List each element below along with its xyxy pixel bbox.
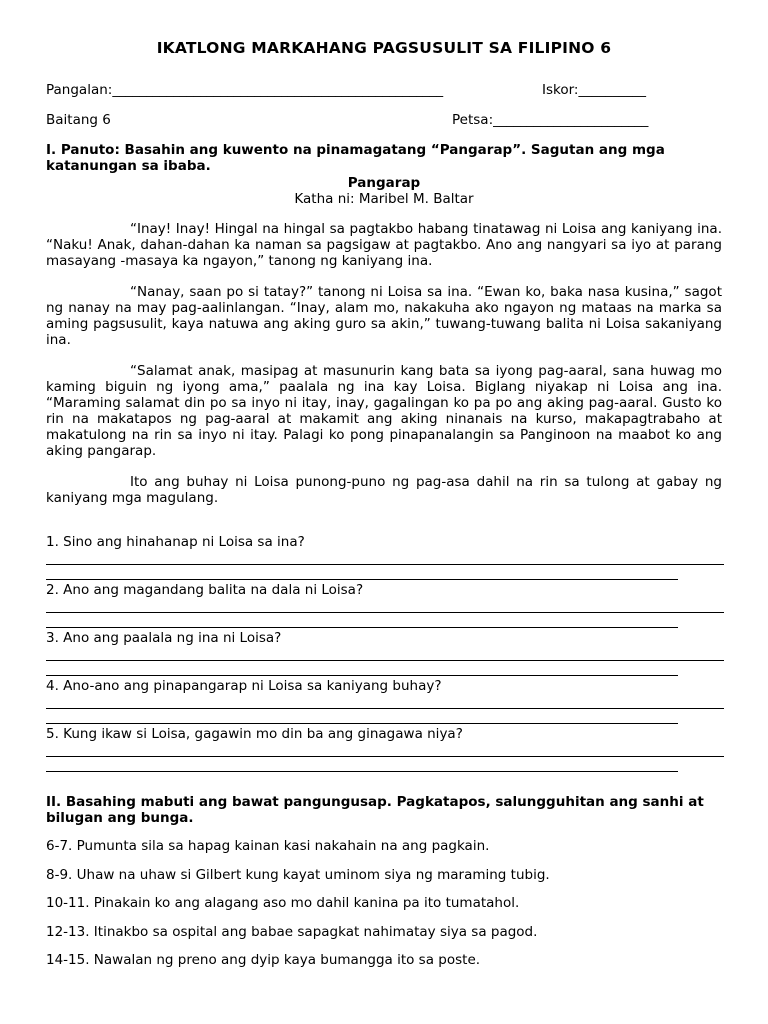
question-item xyxy=(46,678,722,724)
question-text: 1. Sino ang hinahanap ni Loisa sa ina? xyxy=(46,534,305,550)
story-paragraph: “Salamat anak, masipag at masunurin kang bata sa iyong pag-aaral, sana huwag mo kaming biguin ng iyong ama,” paalala ng ina kay Loisa. Biglang niyakap ni Loisa ang ina. “Maraming salamat din po sa inyo ni itay, inay, gagalingan ko pa po ang aking pag-aaral. Gusto ko rin na makatapos ng pag-aaral at makamit ang aking ninanais na kurso, makapagtrabaho at makatulong na rin sa inyo ni itay. Palagi ko pong pinapanalangin sa Panginoon na maabot ko ang aking pangarap. xyxy=(46,363,722,459)
cause-effect-item: 12-13. Itinakbo sa ospital ang babae sapagkat nahimatay siya sa pagod. xyxy=(46,923,538,940)
answer-line[interactable] xyxy=(46,550,724,565)
story-paragraph: “Nanay, saan po si tatay?” tanong ni Loisa sa ina. “Ewan ko, baka nasa kusina,” sagot ng nanay na may pag-aalinlangan. “Inay, alam mo, nakakuha ako ngayon ng mataas na marka sa aming pagsusulit, kaya natuwa ang aking guro sa akin,” tuwang-tuwang balita ni Loisa sakaniyang ina. xyxy=(46,284,722,348)
answer-line[interactable] xyxy=(46,565,678,580)
name-field: Pangalan:_________________________________________________ xyxy=(46,82,444,98)
question-item xyxy=(46,582,722,628)
answer-line[interactable] xyxy=(46,757,678,772)
section1-instruction: I. Panuto: Basahin ang kuwento na pinamagatang “Pangarap”. Sagutan ang mga katanungan sa ibaba. xyxy=(46,142,665,174)
worksheet-page xyxy=(46,38,722,981)
answer-line[interactable] xyxy=(46,694,724,709)
answer-line[interactable] xyxy=(46,742,724,757)
story-paragraph: Ito ang buhay ni Loisa punong-puno ng pag-asa dahil na rin sa tulong at gabay ng kaniyang mga magulang. xyxy=(46,474,722,506)
story-title: Pangarap xyxy=(347,175,421,191)
question-text: 5. Kung ikaw si Loisa, gagawin mo din ba ang ginagawa niya? xyxy=(46,726,463,742)
question-text: 2. Ano ang magandang balita na dala ni Loisa? xyxy=(46,582,364,598)
question-list xyxy=(46,534,722,772)
question-item xyxy=(46,534,722,580)
section2-instruction: II. Basahing mabuti ang bawat pangungusap. Pagkatapos, salungguhitan ang sanhi at bilugan ang bunga. xyxy=(46,794,704,826)
cause-effect-item: 10-11. Pinakain ko ang alagang aso mo dahil kanina pa ito tumatahol. xyxy=(46,895,520,911)
grade-date-row xyxy=(46,112,722,130)
question-text: 3. Ano ang paalala ng ina ni Loisa? xyxy=(46,630,282,646)
cause-effect-item: 14-15. Nawalan ng preno ang dyip kaya bumangga ito sa poste. xyxy=(46,952,481,968)
answer-line[interactable] xyxy=(46,709,678,724)
answer-line[interactable] xyxy=(46,613,678,628)
cause-effect-item: 8-9. Uhaw na uhaw si Gilbert kung kayat uminom siya ng maraming tubig. xyxy=(46,866,550,883)
answer-line[interactable] xyxy=(46,646,724,661)
question-item xyxy=(46,630,722,676)
date-field: Petsa:_______________________ xyxy=(452,112,649,128)
cause-effect-item: 6-7. Pumunta sila sa hapag kainan kasi nakahain na ang pagkain. xyxy=(46,838,490,854)
story-paragraph: “Inay! Inay! Hingal na hingal sa pagtakbo habang tinatawag ni Loisa ang kaniyang ina. “Naku! Anak, dahan-dahan ka naman sa pagsigaw at pagtakbo. Ano ang nangyari sa iyo at parang masayang -masaya ka ngayon,” tanong ng kaniyang ina. xyxy=(46,221,722,269)
grade-label: Baitang 6 xyxy=(46,112,111,128)
question-item xyxy=(46,726,722,772)
score-field: Iskor:__________ xyxy=(542,82,646,98)
question-text: 4. Ano-ano ang pinapangarap ni Loisa sa kaniyang buhay? xyxy=(46,678,442,694)
story-author: Katha ni: Maribel M. Baltar xyxy=(294,191,474,207)
answer-line[interactable] xyxy=(46,661,678,676)
answer-line[interactable] xyxy=(46,598,724,613)
name-score-row xyxy=(46,82,722,100)
page-title: IKATLONG MARKAHANG PAGSUSULIT SA FILIPINO 6 xyxy=(156,39,612,57)
